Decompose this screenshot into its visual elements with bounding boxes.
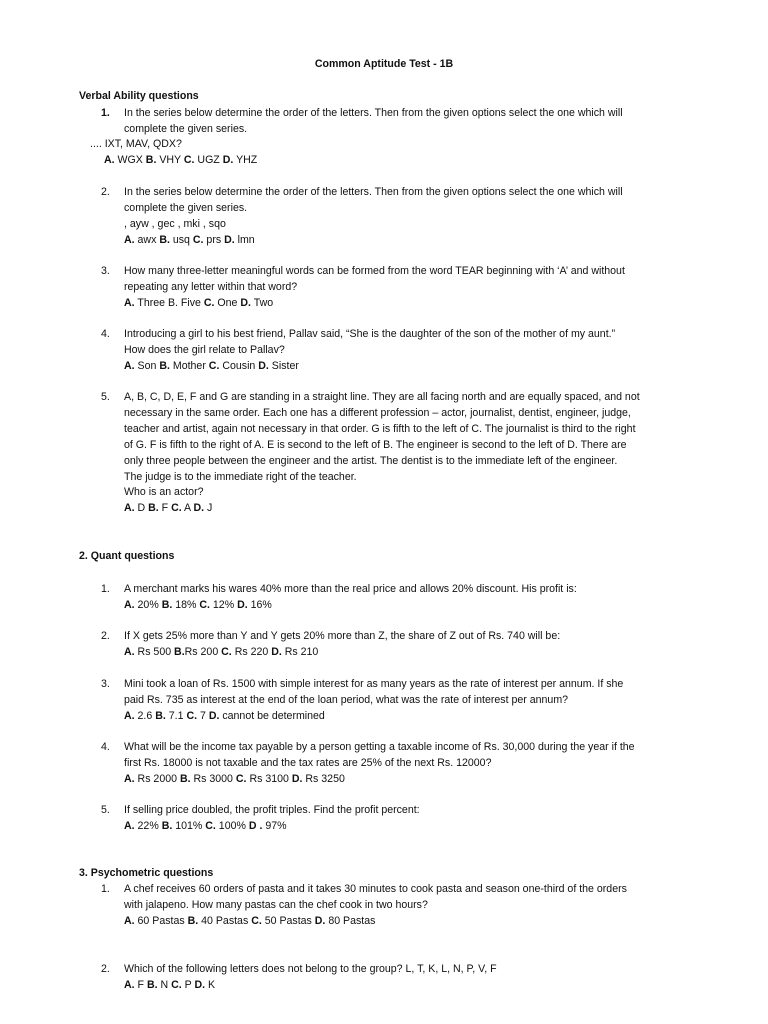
option-letter: C. — [208, 359, 220, 372]
option-letter: A. — [124, 598, 135, 611]
answer-options — [124, 819, 701, 835]
option-text: 60 Pastas — [134, 914, 188, 927]
question-text: complete the given series. — [124, 122, 248, 135]
option-letter: C. — [221, 645, 232, 658]
answer-options — [124, 598, 701, 614]
option-letter: B. — [145, 154, 157, 166]
option-text: 16% — [247, 598, 272, 611]
quant-question-5 — [101, 803, 701, 835]
question-text: with jalapeno. How many pastas can the chef cook in two hours? — [124, 898, 428, 911]
option-text: A — [181, 502, 194, 515]
option-text: 18% — [172, 598, 200, 611]
option-text: Rs 210 — [281, 645, 319, 658]
question-number: 2. — [101, 186, 110, 198]
option-letter: C. — [171, 502, 182, 515]
option-letter: D. — [271, 645, 282, 658]
answer-options — [124, 914, 701, 930]
option-text: Mother — [169, 359, 209, 372]
question-text: , ayw , gec , mki , sqo — [124, 217, 226, 230]
question-number: 1. — [101, 107, 110, 119]
option-letter: A. — [124, 359, 135, 372]
question-number: 3. — [101, 678, 110, 690]
question-text: A chef receives 60 orders of pasta and it takes 30 minutes to cook pasta and season one-third of the orders — [124, 883, 627, 895]
option-letter: B. — [161, 598, 173, 611]
option-text: 7 — [197, 709, 209, 722]
section-heading-quant: 2. Quant questions — [79, 550, 175, 562]
verbal-question-2 — [101, 185, 701, 249]
option-text: Son — [134, 359, 160, 372]
question-text: first Rs. 18000 is not taxable and the tax rates are 25% of the next Rs. 12000? — [124, 756, 492, 769]
option-letter: D . — [248, 819, 263, 832]
option-text: VHY — [156, 154, 184, 166]
option-letter: A. — [124, 819, 135, 832]
psych-question-2 — [101, 962, 701, 994]
option-text: UGZ — [194, 154, 223, 166]
option-text: 101% — [172, 819, 206, 832]
question-text: How many three-letter meaningful words can be formed from the word TEAR beginning with ‘A’ and without — [124, 265, 625, 277]
option-letter: B. — [146, 978, 158, 991]
option-letter: B. — [187, 914, 199, 927]
question-text: In the series below determine the order of the letters. Then from the given options select the one which will — [124, 107, 623, 119]
option-text: usq — [169, 233, 193, 246]
option-letter: A. — [124, 709, 135, 722]
answer-options — [104, 153, 257, 169]
question-series: .... IXT, MAV, QDX? — [90, 138, 182, 150]
psych-question-1 — [101, 882, 701, 930]
question-text: only three people between the engineer and the artist. The dentist is to the immediate left of the engineer. — [124, 454, 618, 467]
verbal-question-1 — [101, 106, 701, 138]
option-letter: A. — [124, 233, 135, 246]
option-text: D — [134, 502, 149, 515]
option-text: 2.6 — [134, 709, 156, 722]
option-letter: D. — [258, 359, 269, 372]
option-letter: B. — [161, 819, 173, 832]
option-text: Cousin — [219, 359, 259, 372]
option-text: awx — [134, 233, 160, 246]
option-text: 80 Pastas — [325, 914, 376, 927]
quant-question-2 — [101, 629, 701, 661]
option-text: 100% — [215, 819, 249, 832]
option-text: 22% — [134, 819, 162, 832]
question-text: necessary in the same order. Each one has a different profession – actor, journalist, dentist, engineer, judge, — [124, 406, 631, 419]
question-number: 4. — [101, 328, 110, 340]
question-text: repeating any letter within that word? — [124, 280, 298, 293]
question-number: 2. — [101, 963, 110, 975]
question-text: teacher and artist, again not necessary in that order. G is fifth to the left of C. The journalist is third to the right — [124, 422, 636, 435]
option-letter: B. — [148, 502, 159, 515]
option-text: 12% — [209, 598, 238, 611]
option-text: F — [158, 502, 172, 515]
question-text: Introducing a girl to his best friend, Pallav said, “She is the daughter of the son of the mother of my aunt.” — [124, 328, 616, 340]
verbal-question-3 — [101, 264, 701, 312]
option-letter: A. — [124, 296, 135, 309]
option-letter: B. — [159, 359, 170, 372]
option-text: 97% — [262, 819, 287, 832]
question-text: If X gets 25% more than Y and Y gets 20% more than Z, the share of Z out of Rs. 740 will be: — [124, 630, 561, 642]
option-letter: C. — [205, 819, 216, 832]
option-letter: B. — [155, 709, 166, 722]
option-letter: A. — [124, 914, 135, 927]
question-text: Who is an actor? — [124, 486, 204, 499]
question-text: In the series below determine the order of the letters. Then from the given options select the one which will — [124, 186, 623, 198]
option-text: Rs 3100 — [246, 772, 292, 785]
option-text: 20% — [134, 598, 162, 611]
option-text: Two — [250, 296, 274, 309]
verbal-question-4 — [101, 327, 701, 375]
option-text: cannot be determined — [219, 709, 325, 722]
option-letter: B. — [179, 772, 191, 785]
answer-options — [124, 501, 701, 517]
option-text: N — [157, 978, 172, 991]
option-text: Three B. Five — [134, 296, 204, 309]
verbal-question-5 — [101, 390, 701, 517]
option-letter: A. — [124, 978, 135, 991]
answer-options — [124, 772, 701, 788]
option-letter: D. — [240, 296, 251, 309]
option-text: P — [181, 978, 195, 991]
option-letter: C. — [186, 709, 198, 722]
quant-question-3 — [101, 677, 701, 725]
option-letter: A. — [124, 645, 135, 658]
option-letter: C. — [199, 598, 210, 611]
answer-options — [124, 233, 701, 249]
question-number: 2. — [101, 630, 110, 642]
option-text: Sister — [268, 359, 299, 372]
option-text: K — [205, 978, 216, 991]
option-letter: C. — [192, 233, 204, 246]
option-text: Rs 2000 — [134, 772, 180, 785]
option-letter: D. — [222, 154, 234, 166]
option-letter: A. — [104, 154, 115, 166]
document-title: Common Aptitude Test - 1B — [314, 58, 454, 70]
question-text: A merchant marks his wares 40% more than the real price and allows 20% discount. His profit is: — [124, 583, 577, 595]
option-text: F — [134, 978, 147, 991]
question-text: If selling price doubled, the profit triples. Find the profit percent: — [124, 804, 420, 816]
answer-options — [124, 359, 701, 375]
answer-options — [124, 296, 701, 312]
question-number: 3. — [101, 265, 110, 277]
option-letter: D. — [237, 598, 248, 611]
option-letter: A. — [124, 772, 135, 785]
option-text: lmn — [234, 233, 255, 246]
question-text: A, B, C, D, E, F and G are standing in a straight line. They are all facing north and are equally spaced, and not — [124, 391, 640, 403]
option-letter: C. — [183, 154, 195, 166]
question-text: How does the girl relate to Pallav? — [124, 343, 285, 356]
option-letter: D. — [208, 709, 220, 722]
quant-question-4 — [101, 740, 701, 788]
answer-options — [124, 978, 701, 994]
option-text: YHZ — [233, 154, 258, 166]
option-text: Rs 3000 — [190, 772, 236, 785]
question-text: Mini took a loan of Rs. 1500 with simple interest for as many years as the rate of interest per annum. If she — [124, 678, 624, 690]
question-text: paid Rs. 735 as interest at the end of the loan period, what was the rate of interest per annum? — [124, 693, 569, 706]
option-letter: D. — [224, 233, 235, 246]
question-text: of G. F is fifth to the right of A. E is second to the left of B. The engineer is second to the left of D. There are — [124, 438, 627, 451]
question-text: What will be the income tax payable by a person getting a taxable income of Rs. 30,000 during the year if the — [124, 741, 635, 753]
section-heading-psychometric: 3. Psychometric questions — [79, 867, 214, 879]
option-text: One — [214, 296, 241, 309]
option-text: 50 Pastas — [261, 914, 315, 927]
option-letter: D. — [291, 772, 303, 785]
option-letter: B. — [174, 645, 185, 658]
option-text: Rs 200 — [184, 645, 222, 658]
question-number: 1. — [101, 583, 110, 595]
question-text: Which of the following letters does not belong to the group? L, T, K, L, N, P, V, F — [124, 963, 497, 975]
option-text: Rs 220 — [231, 645, 272, 658]
option-text: prs — [203, 233, 225, 246]
option-text: J — [204, 502, 213, 515]
option-letter: C. — [235, 772, 247, 785]
question-number: 1. — [101, 883, 110, 895]
answer-options — [124, 645, 701, 661]
option-letter: D. — [193, 502, 205, 515]
option-text: Rs 3250 — [302, 772, 345, 785]
section-heading-verbal: Verbal Ability questions — [79, 90, 199, 102]
option-text: 7.1 — [165, 709, 187, 722]
option-letter: A. — [124, 502, 135, 515]
option-letter: C. — [251, 914, 262, 927]
option-letter: B. — [159, 233, 170, 246]
option-letter: D. — [314, 914, 326, 927]
quant-question-1 — [101, 582, 701, 614]
question-text: The judge is to the immediate right of the teacher. — [124, 470, 357, 483]
option-letter: C. — [203, 296, 215, 309]
question-text: complete the given series. — [124, 201, 248, 214]
option-text: WGX — [114, 154, 146, 166]
question-number: 5. — [101, 804, 110, 816]
answer-options — [124, 709, 701, 725]
question-number: 5. — [101, 391, 110, 403]
option-text: 40 Pastas — [198, 914, 252, 927]
question-number: 4. — [101, 741, 110, 753]
option-letter: D. — [194, 978, 206, 991]
option-letter: C. — [171, 978, 182, 991]
option-text: Rs 500 — [134, 645, 175, 658]
